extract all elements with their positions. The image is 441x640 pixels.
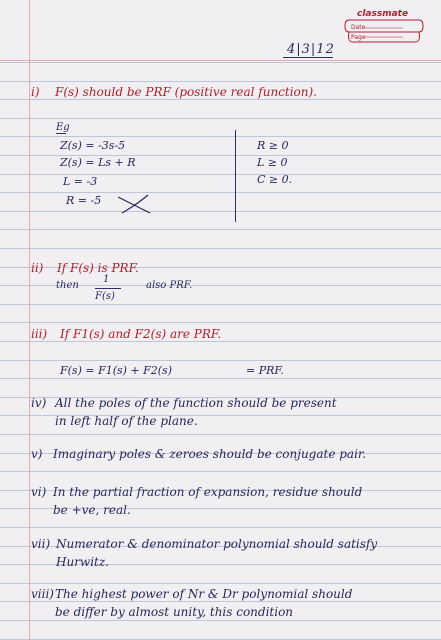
example-right-3: C ≥ 0.	[257, 173, 293, 186]
item-text-7: Numerator & denominator polynomial should satisfy	[56, 537, 378, 551]
example-right-2: L ≥ 0	[257, 156, 288, 169]
item-text-1: F(s) should be PRF (positive real function).	[55, 85, 317, 99]
ruled-line	[0, 211, 441, 212]
classmate-logo	[343, 8, 425, 46]
then-word: then	[56, 280, 79, 291]
header-line	[0, 60, 441, 61]
ruled-line	[0, 304, 441, 305]
example-right-1: R ≥ 0	[257, 139, 289, 152]
margin-line	[29, 0, 30, 640]
ruled-line	[0, 620, 441, 621]
written-date: 4|3|12	[287, 42, 335, 57]
ruled-line	[0, 322, 441, 323]
ruled-line	[0, 192, 441, 193]
item-text-6-continued: be +ve, real.	[53, 503, 131, 517]
example-left-4: R = -5	[66, 194, 102, 207]
example-left-2: Z(s) = Ls + R	[60, 156, 136, 169]
item-text-8: The highest power of Nr & Dr polynomial should	[55, 587, 353, 601]
item-text-6: In the partial fraction of expansion, residue should	[53, 485, 363, 499]
ruled-line	[0, 583, 441, 584]
item-number-2: ii)	[31, 261, 44, 275]
fraction-bar	[95, 288, 121, 289]
example-underline	[56, 133, 66, 134]
item-text-4: All the poles of the function should be present	[55, 396, 337, 410]
also-prf: also PRF.	[146, 280, 193, 291]
item-number-3: iii)	[31, 327, 48, 341]
item-text-3: If F1(s) and F2(s) are PRF.	[60, 327, 222, 341]
ruled-line	[0, 229, 441, 230]
cross-mark-icon	[116, 193, 152, 215]
example-label: Eg	[56, 122, 70, 133]
fraction-numerator: 1	[103, 274, 110, 285]
brand-name: classmate	[357, 9, 409, 19]
fraction-denominator: F(s)	[95, 291, 115, 302]
example-left-1: Z(s) = -3s-5	[60, 139, 126, 152]
item-number-1: i)	[31, 85, 40, 99]
ruled-line	[0, 341, 441, 342]
ruled-line	[0, 99, 441, 100]
ruled-line	[0, 81, 441, 82]
item-number-4: iv)	[31, 396, 47, 410]
example-divider	[235, 130, 236, 222]
ruled-line	[0, 434, 441, 435]
page-label: Page	[351, 34, 366, 41]
ruled-line	[0, 248, 441, 249]
ruled-line	[0, 360, 441, 361]
ruled-line	[0, 601, 441, 602]
item-text-2: If F(s) is PRF.	[57, 261, 139, 275]
item-number-7: vii)	[31, 537, 51, 551]
item-text-4-continued: in left half of the plane.	[55, 414, 198, 428]
ruled-line	[0, 527, 441, 528]
ruled-line	[0, 118, 441, 119]
date-underline	[283, 57, 333, 58]
item-number-5: v)	[31, 447, 43, 461]
item-number-6: vi)	[31, 485, 47, 499]
ruled-line	[0, 378, 441, 379]
ruled-line	[0, 62, 441, 63]
ruled-line	[0, 471, 441, 472]
item-number-8: viii)	[31, 587, 54, 601]
example-left-3: L = -3	[63, 175, 98, 188]
item-text-8-continued: be differ by almost unity, this condition	[55, 605, 294, 619]
item-text-5: Imaginary poles & zeroes should be conjugate pair.	[53, 447, 367, 461]
sum-result: = PRF.	[246, 364, 284, 377]
date-label: Date	[351, 24, 366, 31]
ruled-line	[0, 136, 441, 137]
sum-equation: F(s) = F1(s) + F2(s)	[60, 364, 172, 377]
item-text-7-continued: Hurwitz.	[56, 555, 109, 569]
